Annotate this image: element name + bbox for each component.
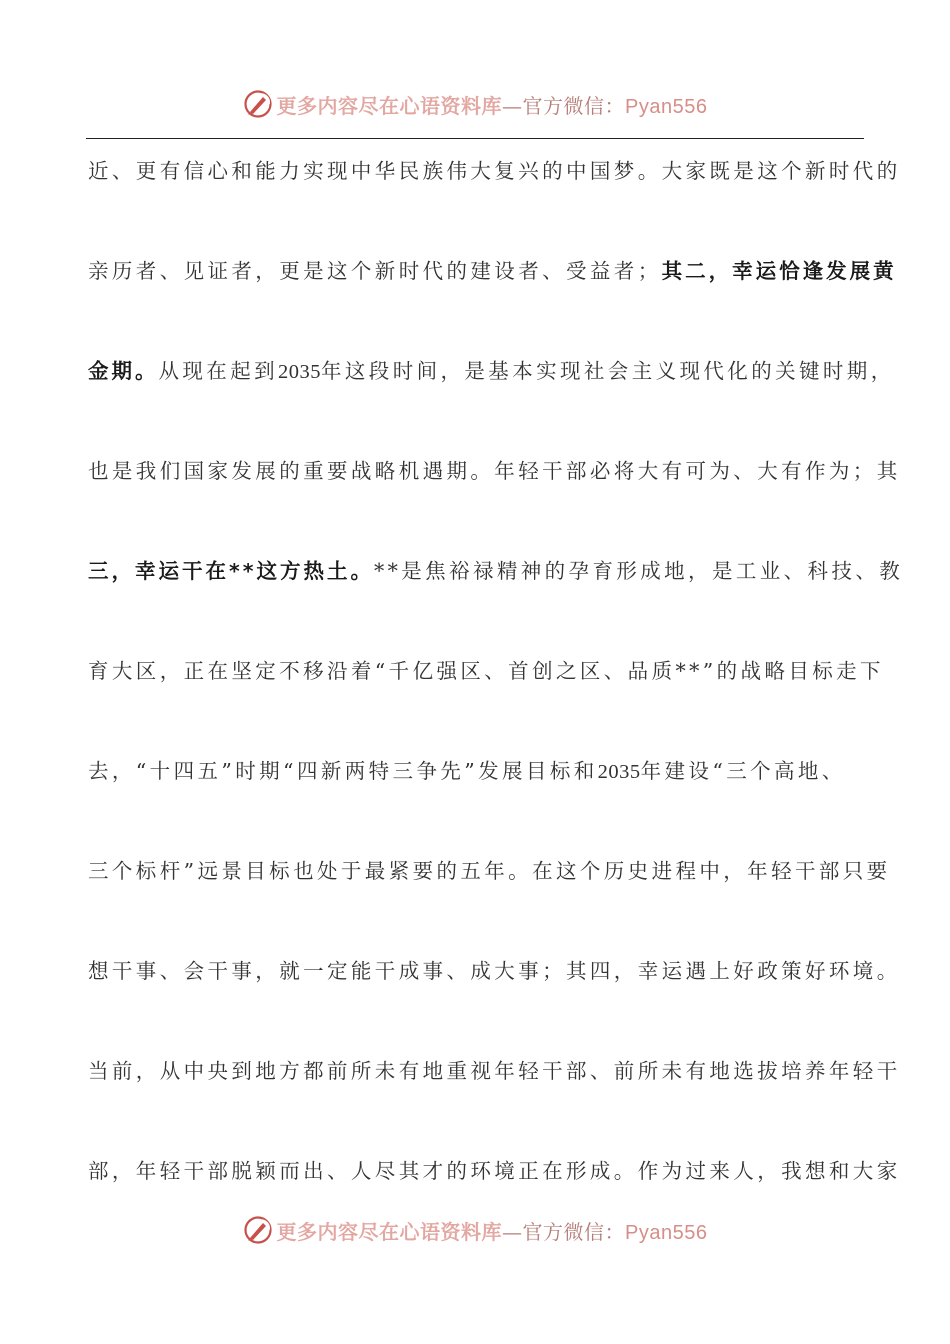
footer-wechat-label: 官方微信： <box>522 1219 626 1244</box>
text-line <box>88 340 895 440</box>
header-watermark-text <box>277 90 708 119</box>
header-wechat-label: 官方微信： <box>522 93 626 118</box>
text-line <box>88 840 891 940</box>
text-line <box>88 740 862 840</box>
text-segment: 三个标杆”远景目标也处于最紧要的五年。在这个历史进程中，年轻干部只要 <box>88 859 891 883</box>
header-rule <box>86 138 864 139</box>
text-segment: 2035 <box>597 761 641 783</box>
footer-separator: — <box>502 1219 523 1244</box>
text-segment: 年建设“三个高地、 <box>640 759 846 783</box>
footer-wechat-id: Pyan556 <box>625 1221 708 1244</box>
text-line <box>88 540 904 640</box>
text-segment: 部，年轻干部脱颖而出、人尽其才的环境正在形成。作为过来人，我想和大家 <box>88 1159 901 1183</box>
text-segment: 亲历者、见证者，更是这个新时代的建设者、受益者； <box>88 259 662 283</box>
text-line <box>88 140 901 240</box>
text-segment: 想干事、会干事，就一定能干成事、成大事；其四，幸运遇上好政策好环境。 <box>88 959 901 983</box>
bold-text-segment: 三，幸运干在**这方热土。 <box>88 559 374 583</box>
text-segment: **是焦裕禄精神的孕育形成地，是工业、科技、教 <box>373 559 904 583</box>
text-line <box>88 440 901 540</box>
header-separator: — <box>502 93 523 118</box>
pen-logo-icon <box>243 1215 273 1245</box>
text-segment: 当前，从中央到地方都前所未有地重视年轻干部、前所未有地选拔培养年轻干 <box>88 1059 901 1083</box>
pen-logo-icon <box>243 89 273 119</box>
document-body <box>88 140 904 1240</box>
footer-watermark-text <box>277 1216 708 1245</box>
text-line <box>88 940 901 1040</box>
footer-site-name: 更多内容尽在心语资料库 <box>276 1219 503 1244</box>
text-line <box>88 640 884 740</box>
text-line <box>88 1040 901 1140</box>
text-segment: 从现在起到 <box>158 359 278 383</box>
text-segment: 年这段时间，是基本实现社会主义现代化的关键时期， <box>321 359 895 383</box>
header-watermark <box>0 84 950 124</box>
text-line <box>88 240 897 340</box>
header-site-name: 更多内容尽在心语资料库 <box>276 93 503 118</box>
text-segment: 育大区，正在坚定不移沿着“千亿强区、首创之区、品质**”的战略目标走下 <box>88 659 884 683</box>
header-wechat-id: Pyan556 <box>625 95 708 118</box>
text-segment: 近、更有信心和能力实现中华民族伟大复兴的中国梦。大家既是这个新时代的 <box>88 159 901 183</box>
bold-text-segment: 其二，幸运恰逢发展黄 <box>661 259 897 283</box>
text-segment: 也是我们国家发展的重要战略机遇期。年轻干部必将大有可为、大有作为；其 <box>88 459 901 483</box>
text-segment: 2035 <box>278 361 321 383</box>
text-segment: 去，“十四五”时期“四新两特三争先”发展目标和 <box>88 759 598 783</box>
footer-watermark <box>0 1210 950 1250</box>
bold-text-segment: 金期。 <box>88 359 159 383</box>
